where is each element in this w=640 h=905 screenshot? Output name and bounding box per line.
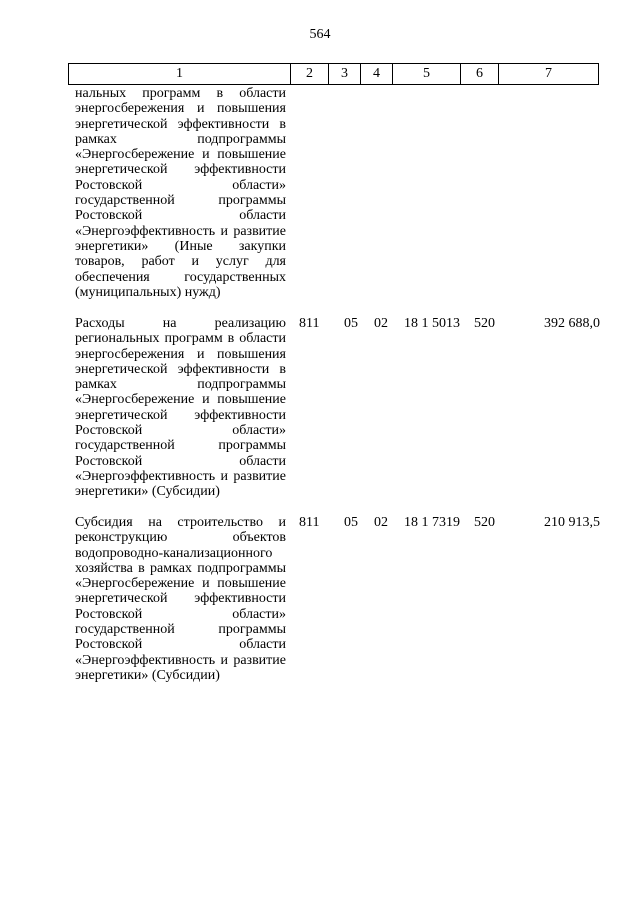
column-header-6: 6 [461, 64, 499, 85]
column-header-table [68, 63, 599, 85]
row-expense-type-code: 520 [474, 515, 495, 530]
row-expense-type-code: 520 [474, 316, 495, 331]
page-number: 564 [309, 27, 331, 42]
row-ministry-code: 811 [299, 515, 320, 530]
column-header-7: 7 [499, 64, 599, 85]
column-header-row [69, 64, 599, 85]
row-section-code: 05 [344, 515, 358, 530]
row-amount: 392 688,0 [544, 316, 600, 331]
column-header-3: 3 [329, 64, 361, 85]
column-header-4: 4 [361, 64, 393, 85]
row-target-code: 18 1 5013 [404, 316, 460, 331]
column-header-2: 2 [291, 64, 329, 85]
column-header-1: 1 [69, 64, 291, 85]
row-subsection-code: 02 [374, 515, 388, 530]
row-description: Расходы на реализацию региональных программ в области энергосбережения и повышения энергетической эффективности в рамках подпрограммы «Энергосбережение и повышение энергетической эффективности Ростовской области» государственной программы Ростовской области «Энергоэффективность и развитие энергетики» (Субсидии) [75, 316, 286, 500]
row-description: Субсидия на строительство и реконструкцию объектов водопроводно-канализационного хозяйства в рамках подпрограммы «Энергосбережение и повышение энергетической эффективности Ростовской области» государственной программы Ростовской области «Энергоэффективность и развитие энергетики» (Субсидии) [75, 515, 286, 683]
row-section-code: 05 [344, 316, 358, 331]
row-ministry-code: 811 [299, 316, 320, 331]
row-target-code: 18 1 7319 [404, 515, 460, 530]
row-amount: 210 913,5 [544, 515, 600, 530]
row-subsection-code: 02 [374, 316, 388, 331]
row-description: нальных программ в области энергосбережения и повышения энергетической эффективности в рамках подпрограммы «Энергосбережение и повышение энергетической эффективности Ростовской области» государственной программы Ростовской области «Энергоэффективность и развитие энергетики» (Иные закупки товаров, работ и услуг для обеспечения государственных (муниципальных) нужд) [75, 86, 286, 300]
column-header-5: 5 [393, 64, 461, 85]
